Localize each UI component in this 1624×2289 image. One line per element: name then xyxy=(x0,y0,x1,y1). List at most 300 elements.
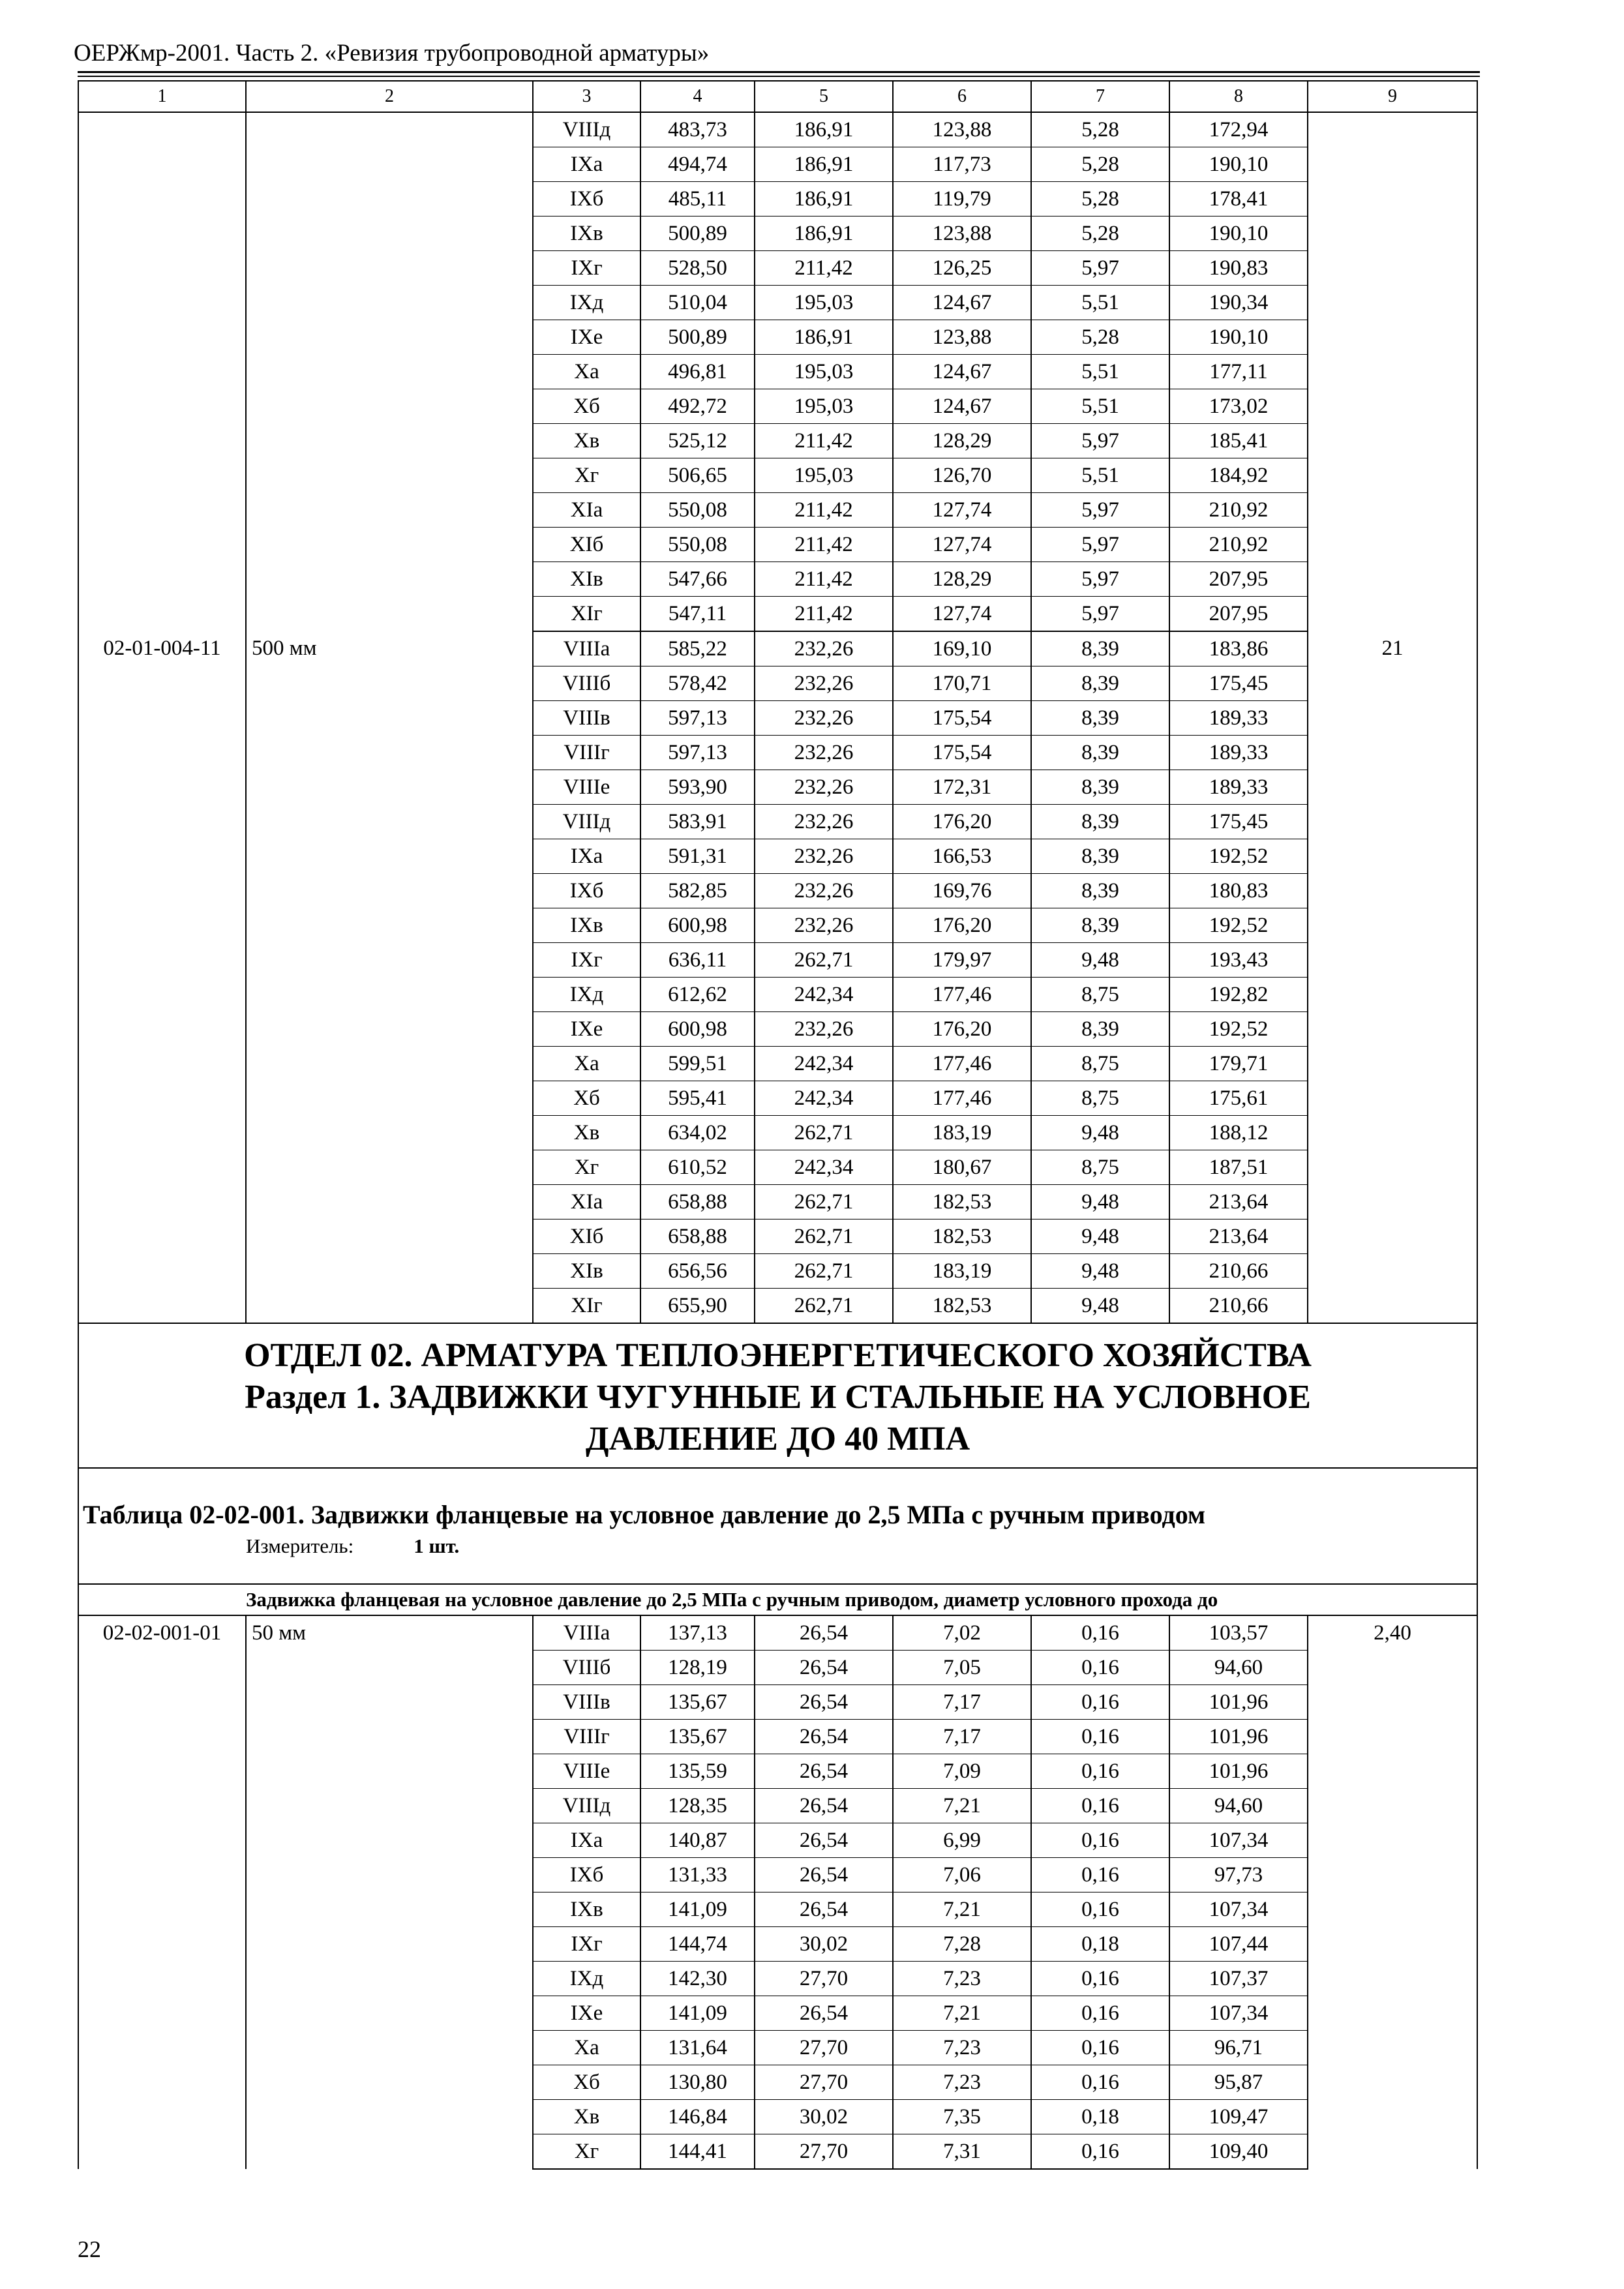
value-cell: 232,26 xyxy=(755,839,893,874)
region-zone-cell: XIб xyxy=(533,528,640,562)
value-cell: 7,21 xyxy=(893,1789,1031,1823)
value-cell: 26,54 xyxy=(755,1893,893,1927)
value-cell: 211,42 xyxy=(755,251,893,286)
value-cell: 211,42 xyxy=(755,597,893,632)
value-cell: 547,11 xyxy=(640,597,755,632)
value-cell: 137,13 xyxy=(640,1615,755,1651)
value-cell: 135,67 xyxy=(640,1685,755,1720)
value-cell: 179,97 xyxy=(893,943,1031,978)
value-cell: 7,05 xyxy=(893,1651,1031,1685)
value-cell: 126,70 xyxy=(893,458,1031,493)
table-title-row xyxy=(78,1468,1477,1584)
value-cell: 5,28 xyxy=(1031,320,1169,355)
value-cell: 213,64 xyxy=(1169,1185,1308,1219)
region-zone-cell: Xа xyxy=(533,2031,640,2065)
value-cell: 135,59 xyxy=(640,1754,755,1789)
mass-cell xyxy=(1308,112,1477,631)
header-rule xyxy=(78,76,1480,77)
region-zone-cell: VIIIд xyxy=(533,112,640,147)
value-cell: 5,97 xyxy=(1031,528,1169,562)
value-cell: 101,96 xyxy=(1169,1685,1308,1720)
region-zone-cell: IXг xyxy=(533,1927,640,1962)
value-cell: 5,97 xyxy=(1031,251,1169,286)
value-cell: 0,16 xyxy=(1031,1651,1169,1685)
region-zone-cell: IXе xyxy=(533,320,640,355)
value-cell: 195,03 xyxy=(755,355,893,389)
value-cell: 184,92 xyxy=(1169,458,1308,493)
region-zone-cell: Xг xyxy=(533,2134,640,2170)
value-cell: 7,28 xyxy=(893,1927,1031,1962)
region-zone-cell: Xа xyxy=(533,1047,640,1081)
subsection-title: Раздел 1. ЗАДВИЖКИ ЧУГУННЫЕ И СТАЛЬНЫЕ НА УСЛОВНОЕ xyxy=(245,1379,1311,1416)
value-cell: 595,41 xyxy=(640,1081,755,1116)
value-cell: 195,03 xyxy=(755,458,893,493)
column-number: 6 xyxy=(893,81,1031,112)
value-cell: 232,26 xyxy=(755,736,893,770)
value-cell: 175,45 xyxy=(1169,805,1308,839)
value-cell: 101,96 xyxy=(1169,1720,1308,1754)
value-cell: 182,53 xyxy=(893,1289,1031,1324)
region-zone-cell: VIIIа xyxy=(533,631,640,666)
value-cell: 658,88 xyxy=(640,1219,755,1254)
value-cell: 177,46 xyxy=(893,1081,1031,1116)
value-cell: 186,91 xyxy=(755,112,893,147)
value-cell: 128,19 xyxy=(640,1651,755,1685)
value-cell: 192,52 xyxy=(1169,1012,1308,1047)
value-cell: 7,31 xyxy=(893,2134,1031,2170)
column-number: 1 xyxy=(78,81,246,112)
value-cell: 5,28 xyxy=(1031,112,1169,147)
value-cell: 103,57 xyxy=(1169,1615,1308,1651)
value-cell: 612,62 xyxy=(640,978,755,1012)
value-cell: 5,28 xyxy=(1031,217,1169,251)
value-cell: 177,46 xyxy=(893,978,1031,1012)
value-cell: 242,34 xyxy=(755,1150,893,1185)
value-cell: 169,76 xyxy=(893,874,1031,908)
region-zone-cell: VIIIд xyxy=(533,805,640,839)
value-cell: 0,16 xyxy=(1031,2134,1169,2170)
value-cell: 9,48 xyxy=(1031,1116,1169,1150)
region-zone-cell: Xб xyxy=(533,1081,640,1116)
section-heading-row xyxy=(78,1323,1477,1468)
value-cell: 175,54 xyxy=(893,736,1031,770)
region-zone-cell: VIIIб xyxy=(533,666,640,701)
region-zone-cell: Xг xyxy=(533,458,640,493)
value-cell: 0,18 xyxy=(1031,2100,1169,2134)
value-cell: 175,45 xyxy=(1169,666,1308,701)
value-cell: 496,81 xyxy=(640,355,755,389)
value-cell: 95,87 xyxy=(1169,2065,1308,2100)
value-cell: 655,90 xyxy=(640,1289,755,1324)
nominal-diameter: 50 мм xyxy=(246,1615,533,2169)
value-cell: 27,70 xyxy=(755,2065,893,2100)
value-cell: 656,56 xyxy=(640,1254,755,1289)
value-cell: 175,54 xyxy=(893,701,1031,736)
value-cell: 232,26 xyxy=(755,701,893,736)
rates-table xyxy=(78,80,1478,2170)
rate-code xyxy=(78,112,246,631)
subsection-title: ДАВЛЕНИЕ ДО 40 МПА xyxy=(585,1420,970,1458)
value-cell: 123,88 xyxy=(893,320,1031,355)
value-cell: 262,71 xyxy=(755,1185,893,1219)
value-cell: 189,33 xyxy=(1169,770,1308,805)
value-cell: 127,74 xyxy=(893,528,1031,562)
column-number: 4 xyxy=(640,81,755,112)
value-cell: 177,11 xyxy=(1169,355,1308,389)
value-cell: 131,33 xyxy=(640,1858,755,1893)
value-cell: 7,17 xyxy=(893,1685,1031,1720)
value-cell: 232,26 xyxy=(755,770,893,805)
value-cell: 94,60 xyxy=(1169,1651,1308,1685)
value-cell: 585,22 xyxy=(640,631,755,666)
region-zone-cell: XIв xyxy=(533,562,640,597)
value-cell: 186,91 xyxy=(755,320,893,355)
value-cell: 232,26 xyxy=(755,1012,893,1047)
value-cell: 262,71 xyxy=(755,1116,893,1150)
value-cell: 183,19 xyxy=(893,1116,1031,1150)
value-cell: 107,37 xyxy=(1169,1962,1308,1996)
column-number: 8 xyxy=(1169,81,1308,112)
region-zone-cell: VIIIе xyxy=(533,1754,640,1789)
value-cell: 94,60 xyxy=(1169,1789,1308,1823)
region-zone-cell: XIг xyxy=(533,597,640,632)
value-cell: 0,16 xyxy=(1031,1823,1169,1858)
value-cell: 8,75 xyxy=(1031,978,1169,1012)
value-cell: 186,91 xyxy=(755,147,893,182)
value-cell: 500,89 xyxy=(640,217,755,251)
value-cell: 26,54 xyxy=(755,1789,893,1823)
value-cell: 186,91 xyxy=(755,217,893,251)
region-zone-cell: XIа xyxy=(533,1185,640,1219)
value-cell: 26,54 xyxy=(755,1754,893,1789)
region-zone-cell: IXд xyxy=(533,286,640,320)
value-cell: 182,53 xyxy=(893,1185,1031,1219)
value-cell: 173,02 xyxy=(1169,389,1308,424)
region-zone-cell: IXв xyxy=(533,217,640,251)
region-zone-cell: IXа xyxy=(533,1823,640,1858)
value-cell: 97,73 xyxy=(1169,1858,1308,1893)
region-zone-cell: IXв xyxy=(533,908,640,943)
value-cell: 117,73 xyxy=(893,147,1031,182)
value-cell: 547,66 xyxy=(640,562,755,597)
value-cell: 262,71 xyxy=(755,1289,893,1324)
value-cell: 190,10 xyxy=(1169,217,1308,251)
value-cell: 123,88 xyxy=(893,112,1031,147)
header-rule xyxy=(78,71,1480,73)
value-cell: 7,23 xyxy=(893,1962,1031,1996)
value-cell: 142,30 xyxy=(640,1962,755,1996)
value-cell: 9,48 xyxy=(1031,1254,1169,1289)
value-cell: 492,72 xyxy=(640,389,755,424)
value-cell: 192,82 xyxy=(1169,978,1308,1012)
value-cell: 107,34 xyxy=(1169,1893,1308,1927)
running-header: ОЕРЖмр-2001. Часть 2. «Ревизия трубопроводной арматуры» xyxy=(74,40,710,67)
value-cell: 127,74 xyxy=(893,493,1031,528)
value-cell: 176,20 xyxy=(893,1012,1031,1047)
value-cell: 178,41 xyxy=(1169,182,1308,217)
region-zone-cell: IXб xyxy=(533,874,640,908)
value-cell: 494,74 xyxy=(640,147,755,182)
value-cell: 210,92 xyxy=(1169,493,1308,528)
value-cell: 634,02 xyxy=(640,1116,755,1150)
value-cell: 528,50 xyxy=(640,251,755,286)
value-cell: 109,40 xyxy=(1169,2134,1308,2170)
value-cell: 5,28 xyxy=(1031,182,1169,217)
description-row xyxy=(78,1584,1477,1615)
value-cell: 146,84 xyxy=(640,2100,755,2134)
value-cell: 7,23 xyxy=(893,2031,1031,2065)
value-cell: 8,39 xyxy=(1031,631,1169,666)
region-zone-cell: XIг xyxy=(533,1289,640,1324)
value-cell: 0,16 xyxy=(1031,1685,1169,1720)
table-title-cell xyxy=(78,1468,1477,1584)
value-cell: 0,16 xyxy=(1031,1893,1169,1927)
value-cell: 190,83 xyxy=(1169,251,1308,286)
value-cell: 169,10 xyxy=(893,631,1031,666)
rate-code: 02-02-001-01 xyxy=(78,1615,246,2169)
value-cell: 128,35 xyxy=(640,1789,755,1823)
value-cell: 8,75 xyxy=(1031,1081,1169,1116)
value-cell: 180,83 xyxy=(1169,874,1308,908)
value-cell: 187,51 xyxy=(1169,1150,1308,1185)
value-cell: 207,95 xyxy=(1169,562,1308,597)
value-cell: 600,98 xyxy=(640,1012,755,1047)
value-cell: 172,94 xyxy=(1169,112,1308,147)
value-cell: 130,80 xyxy=(640,2065,755,2100)
region-zone-cell: IXб xyxy=(533,1858,640,1893)
value-cell: 9,48 xyxy=(1031,943,1169,978)
value-cell: 8,39 xyxy=(1031,666,1169,701)
value-cell: 6,99 xyxy=(893,1823,1031,1858)
value-cell: 189,33 xyxy=(1169,736,1308,770)
table-row xyxy=(78,112,1477,147)
region-zone-cell: Xв xyxy=(533,1116,640,1150)
value-cell: 27,70 xyxy=(755,2031,893,2065)
value-cell: 550,08 xyxy=(640,493,755,528)
value-cell: 107,44 xyxy=(1169,1927,1308,1962)
value-cell: 144,41 xyxy=(640,2134,755,2170)
value-cell: 119,79 xyxy=(893,182,1031,217)
region-zone-cell: IXг xyxy=(533,251,640,286)
value-cell: 5,97 xyxy=(1031,493,1169,528)
value-cell: 5,97 xyxy=(1031,597,1169,632)
value-cell: 26,54 xyxy=(755,1651,893,1685)
value-cell: 193,43 xyxy=(1169,943,1308,978)
value-cell: 242,34 xyxy=(755,1047,893,1081)
value-cell: 185,41 xyxy=(1169,424,1308,458)
value-cell: 26,54 xyxy=(755,1996,893,2031)
value-cell: 101,96 xyxy=(1169,1754,1308,1789)
value-cell: 483,73 xyxy=(640,112,755,147)
value-cell: 144,74 xyxy=(640,1927,755,1962)
rate-code: 02-01-004-11 xyxy=(78,631,246,1323)
value-cell: 0,16 xyxy=(1031,2031,1169,2065)
table-row xyxy=(78,631,1477,666)
region-zone-cell: IXе xyxy=(533,1996,640,2031)
region-zone-cell: VIIIг xyxy=(533,1720,640,1754)
value-cell: 550,08 xyxy=(640,528,755,562)
value-cell: 593,90 xyxy=(640,770,755,805)
value-cell: 207,95 xyxy=(1169,597,1308,632)
value-cell: 26,54 xyxy=(755,1615,893,1651)
value-cell: 232,26 xyxy=(755,908,893,943)
value-cell: 8,75 xyxy=(1031,1150,1169,1185)
value-cell: 211,42 xyxy=(755,493,893,528)
value-cell: 183,19 xyxy=(893,1254,1031,1289)
value-cell: 7,09 xyxy=(893,1754,1031,1789)
value-cell: 7,23 xyxy=(893,2065,1031,2100)
value-cell: 8,39 xyxy=(1031,839,1169,874)
value-cell: 211,42 xyxy=(755,562,893,597)
column-number-row xyxy=(78,81,1477,112)
value-cell: 170,71 xyxy=(893,666,1031,701)
value-cell: 232,26 xyxy=(755,666,893,701)
value-cell: 135,67 xyxy=(640,1720,755,1754)
value-cell: 242,34 xyxy=(755,978,893,1012)
value-cell: 5,51 xyxy=(1031,389,1169,424)
value-cell: 5,51 xyxy=(1031,458,1169,493)
column-number: 7 xyxy=(1031,81,1169,112)
value-cell: 190,10 xyxy=(1169,320,1308,355)
value-cell: 262,71 xyxy=(755,943,893,978)
value-cell: 8,39 xyxy=(1031,1012,1169,1047)
value-cell: 107,34 xyxy=(1169,1823,1308,1858)
value-cell: 232,26 xyxy=(755,874,893,908)
column-number: 9 xyxy=(1308,81,1477,112)
region-zone-cell: IXд xyxy=(533,1962,640,1996)
value-cell: 0,16 xyxy=(1031,2065,1169,2100)
region-zone-cell: Xа xyxy=(533,355,640,389)
value-cell: 30,02 xyxy=(755,1927,893,1962)
mass-cell: 2,40 xyxy=(1308,1615,1477,2169)
value-cell: 5,28 xyxy=(1031,147,1169,182)
value-cell: 27,70 xyxy=(755,2134,893,2170)
value-cell: 140,87 xyxy=(640,1823,755,1858)
value-cell: 5,97 xyxy=(1031,562,1169,597)
region-zone-cell: IXа xyxy=(533,147,640,182)
value-cell: 597,13 xyxy=(640,701,755,736)
region-zone-cell: IXе xyxy=(533,1012,640,1047)
value-cell: 210,66 xyxy=(1169,1254,1308,1289)
value-cell: 213,64 xyxy=(1169,1219,1308,1254)
value-cell: 172,31 xyxy=(893,770,1031,805)
value-cell: 190,34 xyxy=(1169,286,1308,320)
value-cell: 610,52 xyxy=(640,1150,755,1185)
value-cell: 506,65 xyxy=(640,458,755,493)
value-cell: 183,86 xyxy=(1169,631,1308,666)
value-cell: 8,39 xyxy=(1031,736,1169,770)
measure-label: Измеритель: xyxy=(246,1534,354,1557)
value-cell: 0,16 xyxy=(1031,1996,1169,2031)
value-cell: 600,98 xyxy=(640,908,755,943)
region-zone-cell: Xб xyxy=(533,2065,640,2100)
value-cell: 189,33 xyxy=(1169,701,1308,736)
value-cell: 8,39 xyxy=(1031,908,1169,943)
value-cell: 599,51 xyxy=(640,1047,755,1081)
section-heading xyxy=(78,1323,1477,1468)
value-cell: 128,29 xyxy=(893,424,1031,458)
region-zone-cell: XIб xyxy=(533,1219,640,1254)
value-cell: 210,66 xyxy=(1169,1289,1308,1324)
value-cell: 26,54 xyxy=(755,1858,893,1893)
value-cell: 0,16 xyxy=(1031,1615,1169,1651)
value-cell: 124,67 xyxy=(893,389,1031,424)
value-cell: 131,64 xyxy=(640,2031,755,2065)
nominal-diameter: 500 мм xyxy=(246,631,533,1323)
value-cell: 211,42 xyxy=(755,528,893,562)
value-cell: 500,89 xyxy=(640,320,755,355)
page-number: 22 xyxy=(78,2236,101,2262)
value-cell: 211,42 xyxy=(755,424,893,458)
value-cell: 578,42 xyxy=(640,666,755,701)
value-cell: 186,91 xyxy=(755,182,893,217)
value-cell: 8,39 xyxy=(1031,770,1169,805)
region-zone-cell: Xб xyxy=(533,389,640,424)
region-zone-cell: VIIIб xyxy=(533,1651,640,1685)
value-cell: 9,48 xyxy=(1031,1185,1169,1219)
item-description: Задвижка фланцевая на условное давление до 2,5 МПа с ручным приводом, диаметр условного прохода до xyxy=(78,1584,1477,1615)
region-zone-cell: VIIIг xyxy=(533,736,640,770)
value-cell: 485,11 xyxy=(640,182,755,217)
value-cell: 525,12 xyxy=(640,424,755,458)
value-cell: 9,48 xyxy=(1031,1289,1169,1324)
value-cell: 7,06 xyxy=(893,1858,1031,1893)
region-zone-cell: VIIIа xyxy=(533,1615,640,1651)
table-row xyxy=(78,1615,1477,1651)
region-zone-cell: VIIIд xyxy=(533,1789,640,1823)
value-cell: 262,71 xyxy=(755,1254,893,1289)
value-cell: 8,75 xyxy=(1031,1047,1169,1081)
value-cell: 27,70 xyxy=(755,1962,893,1996)
value-cell: 182,53 xyxy=(893,1219,1031,1254)
value-cell: 195,03 xyxy=(755,286,893,320)
value-cell: 232,26 xyxy=(755,805,893,839)
value-cell: 232,26 xyxy=(755,631,893,666)
value-cell: 175,61 xyxy=(1169,1081,1308,1116)
table-title: Таблица 02-02-001. Задвижки фланцевые на условное давление до 2,5 МПа с ручным приводом xyxy=(83,1500,1206,1529)
value-cell: 5,51 xyxy=(1031,355,1169,389)
value-cell: 166,53 xyxy=(893,839,1031,874)
value-cell: 242,34 xyxy=(755,1081,893,1116)
value-cell: 0,16 xyxy=(1031,1720,1169,1754)
value-cell: 176,20 xyxy=(893,805,1031,839)
region-zone-cell: XIа xyxy=(533,493,640,528)
value-cell: 128,29 xyxy=(893,562,1031,597)
value-cell: 188,12 xyxy=(1169,1116,1308,1150)
region-zone-cell: IXа xyxy=(533,839,640,874)
value-cell: 26,54 xyxy=(755,1685,893,1720)
region-zone-cell: Xв xyxy=(533,424,640,458)
department-title: ОТДЕЛ 02. АРМАТУРА ТЕПЛОЭНЕРГЕТИЧЕСКОГО ХОЗЯЙСТВА xyxy=(244,1337,1312,1374)
value-cell: 0,16 xyxy=(1031,1858,1169,1893)
value-cell: 124,67 xyxy=(893,286,1031,320)
value-cell: 26,54 xyxy=(755,1720,893,1754)
value-cell: 30,02 xyxy=(755,2100,893,2134)
value-cell: 192,52 xyxy=(1169,839,1308,874)
value-cell: 195,03 xyxy=(755,389,893,424)
value-cell: 658,88 xyxy=(640,1185,755,1219)
value-cell: 8,39 xyxy=(1031,701,1169,736)
value-cell: 26,54 xyxy=(755,1823,893,1858)
value-cell: 7,21 xyxy=(893,1996,1031,2031)
column-number: 5 xyxy=(755,81,893,112)
value-cell: 124,67 xyxy=(893,355,1031,389)
region-zone-cell: IXв xyxy=(533,1893,640,1927)
value-cell: 141,09 xyxy=(640,1996,755,2031)
value-cell: 5,51 xyxy=(1031,286,1169,320)
value-cell: 262,71 xyxy=(755,1219,893,1254)
value-cell: 0,16 xyxy=(1031,1962,1169,1996)
